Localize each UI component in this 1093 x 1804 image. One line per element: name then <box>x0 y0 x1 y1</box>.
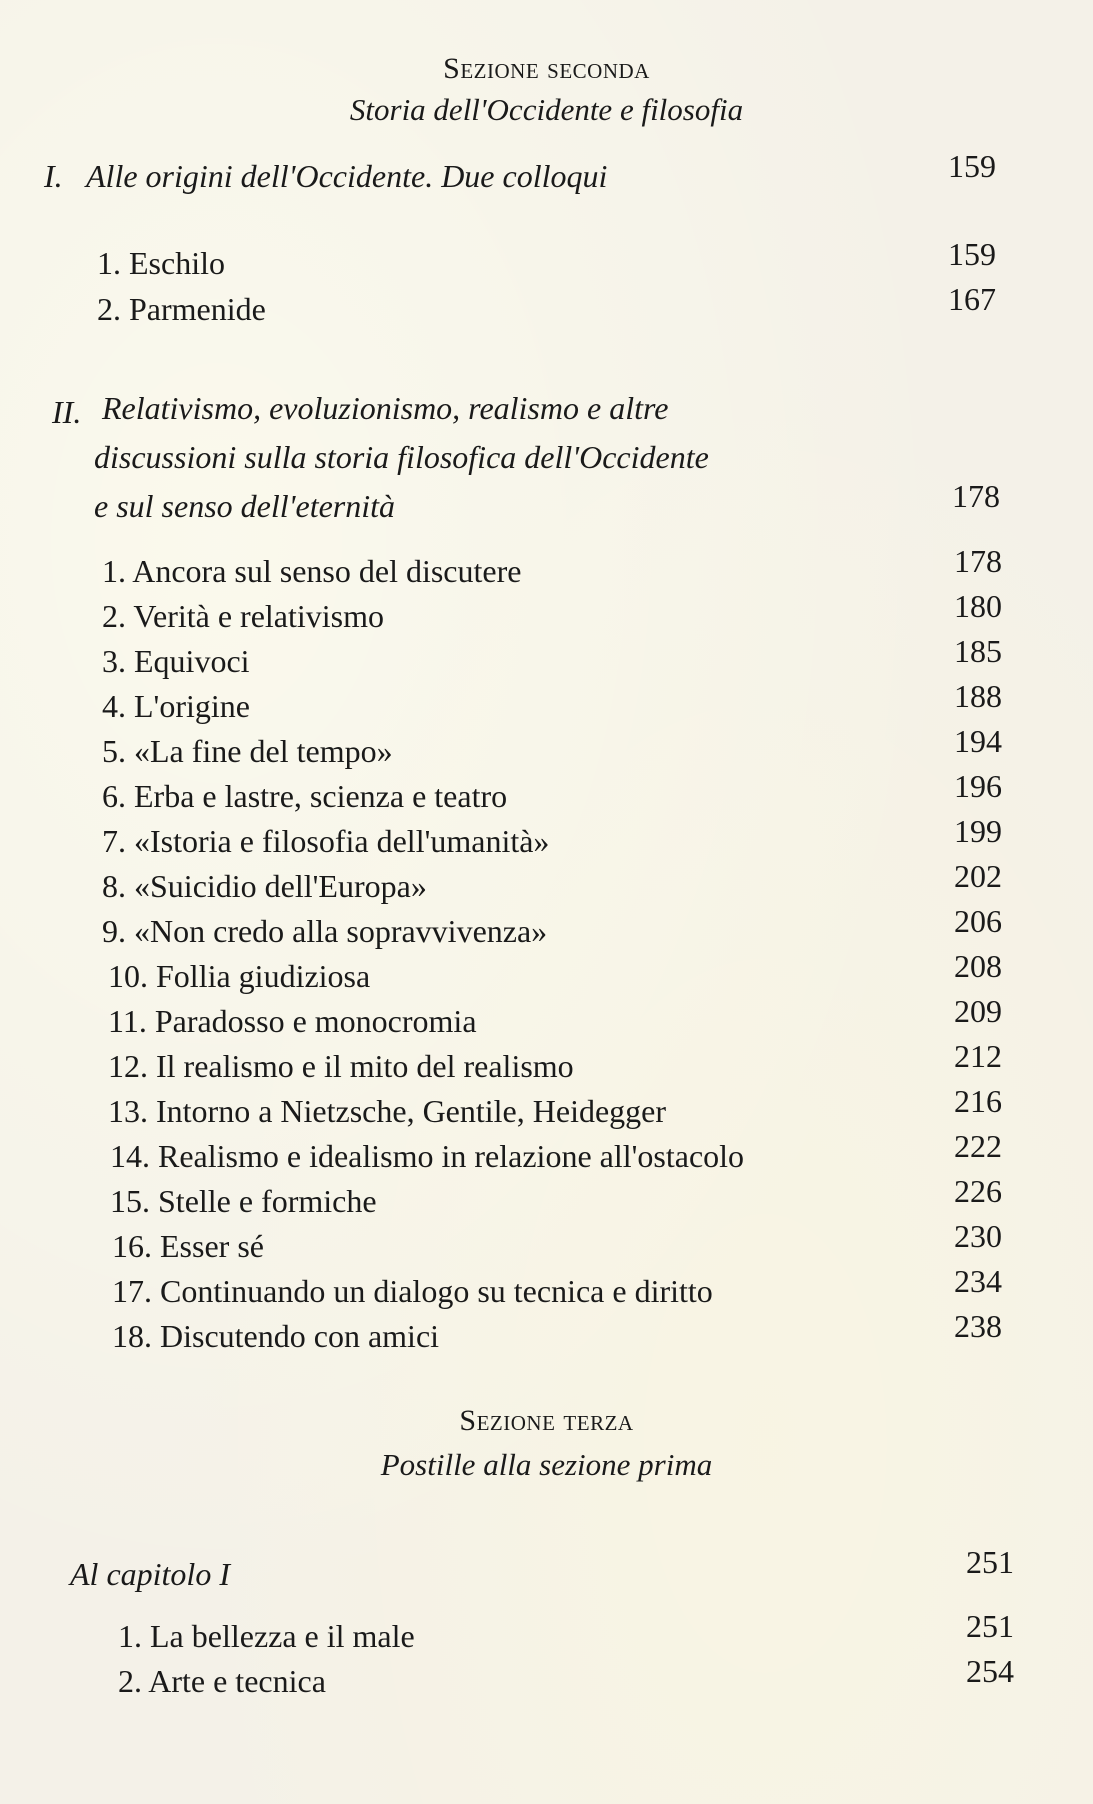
chapter-one-page: 159 <box>948 148 996 184</box>
toc-entry-page: 222 <box>954 1128 1002 1164</box>
toc-entry-page: 208 <box>954 948 1002 984</box>
toc-entry: 14. Realismo e idealismo in relazione all'ostacolo <box>110 1138 745 1174</box>
toc-entry: 6. Erba e lastre, scienza e teatro <box>102 778 508 814</box>
toc-entry: 2. Arte e tecnica <box>118 1663 326 1699</box>
toc-entry-page: 206 <box>954 903 1002 939</box>
section-three-label: Sezione terza <box>459 1404 634 1437</box>
toc-entry-page: 209 <box>954 993 1002 1029</box>
toc-entry: 4. L'origine <box>102 688 250 724</box>
toc-entry: 2. Parmenide <box>97 291 266 327</box>
section-three-subtitle: Postille alla sezione prima <box>380 1447 713 1482</box>
toc-entry-page: 251 <box>966 1608 1014 1644</box>
toc-entry: 16. Esser sé <box>112 1228 264 1264</box>
toc-entry: 1. La bellezza e il male <box>118 1618 415 1654</box>
toc-entry-page: 199 <box>954 813 1002 849</box>
chapter-two-page: 178 <box>952 478 1000 514</box>
chapter-two-title-line2: discussioni sulla storia filosofica dell'Occidente <box>94 439 709 475</box>
toc-entry-page: 212 <box>954 1038 1002 1074</box>
toc-entry-page: 194 <box>954 723 1002 759</box>
toc-entry-page: 254 <box>966 1653 1014 1689</box>
toc-entry: 7. «Istoria e filosofia dell'umanità» <box>102 823 550 859</box>
toc-entry-page: 202 <box>954 858 1002 894</box>
toc-entry-page: 216 <box>954 1083 1002 1119</box>
toc-entry-page: 230 <box>954 1218 1002 1254</box>
chapter-two-title-line3: e sul senso dell'eternità <box>94 488 396 524</box>
toc-entry-page: 188 <box>954 678 1002 714</box>
chapter-one-title: Alle origini dell'Occidente. Due colloqui <box>86 158 608 194</box>
toc-entry-page: 238 <box>954 1308 1002 1344</box>
postille-chapter-page: 251 <box>966 1544 1014 1580</box>
toc-entry-page: 234 <box>954 1263 1002 1299</box>
toc-entry: 17. Continuando un dialogo su tecnica e diritto <box>112 1273 713 1309</box>
toc-entry-page: 185 <box>954 633 1002 669</box>
section-two-subtitle: Storia dell'Occidente e filosofia <box>349 92 744 127</box>
toc-entry-page: 180 <box>954 588 1002 624</box>
toc-entry: 11. Paradosso e monocromia <box>108 1003 477 1039</box>
toc-entry: 9. «Non credo alla sopravvivenza» <box>102 913 548 949</box>
toc-entry-page: 178 <box>954 543 1002 579</box>
section-two-label: Sezione seconda <box>443 52 650 85</box>
toc-entry: 12. Il realismo e il mito del realismo <box>108 1048 574 1084</box>
toc-entry: 1. Eschilo <box>97 245 225 281</box>
chapter-two-roman: II. <box>52 394 82 430</box>
toc-entry: 3. Equivoci <box>102 643 250 679</box>
toc-entry-page: 196 <box>954 768 1002 804</box>
toc-entry: 5. «La fine del tempo» <box>102 733 393 769</box>
toc-entry: 10. Follia giudiziosa <box>108 958 371 994</box>
chapter-two-title-line1: Relativismo, evoluzionismo, realismo e altre <box>102 390 669 426</box>
toc-entry: 18. Discutendo con amici <box>112 1318 440 1354</box>
postille-chapter-title: Al capitolo I <box>70 1556 230 1592</box>
chapter-one-roman: I. <box>44 158 63 194</box>
toc-entry: 15. Stelle e formiche <box>110 1183 377 1219</box>
toc-entry-page: 159 <box>948 236 996 272</box>
toc-entry: 1. Ancora sul senso del discutere <box>102 553 522 589</box>
toc-entry: 8. «Suicidio dell'Europa» <box>102 868 427 904</box>
toc-entry-page: 226 <box>954 1173 1002 1209</box>
toc-entry-page: 167 <box>948 281 996 317</box>
toc-entry: 13. Intorno a Nietzsche, Gentile, Heidegger <box>108 1093 667 1129</box>
toc-entry: 2. Verità e relativismo <box>102 598 384 634</box>
